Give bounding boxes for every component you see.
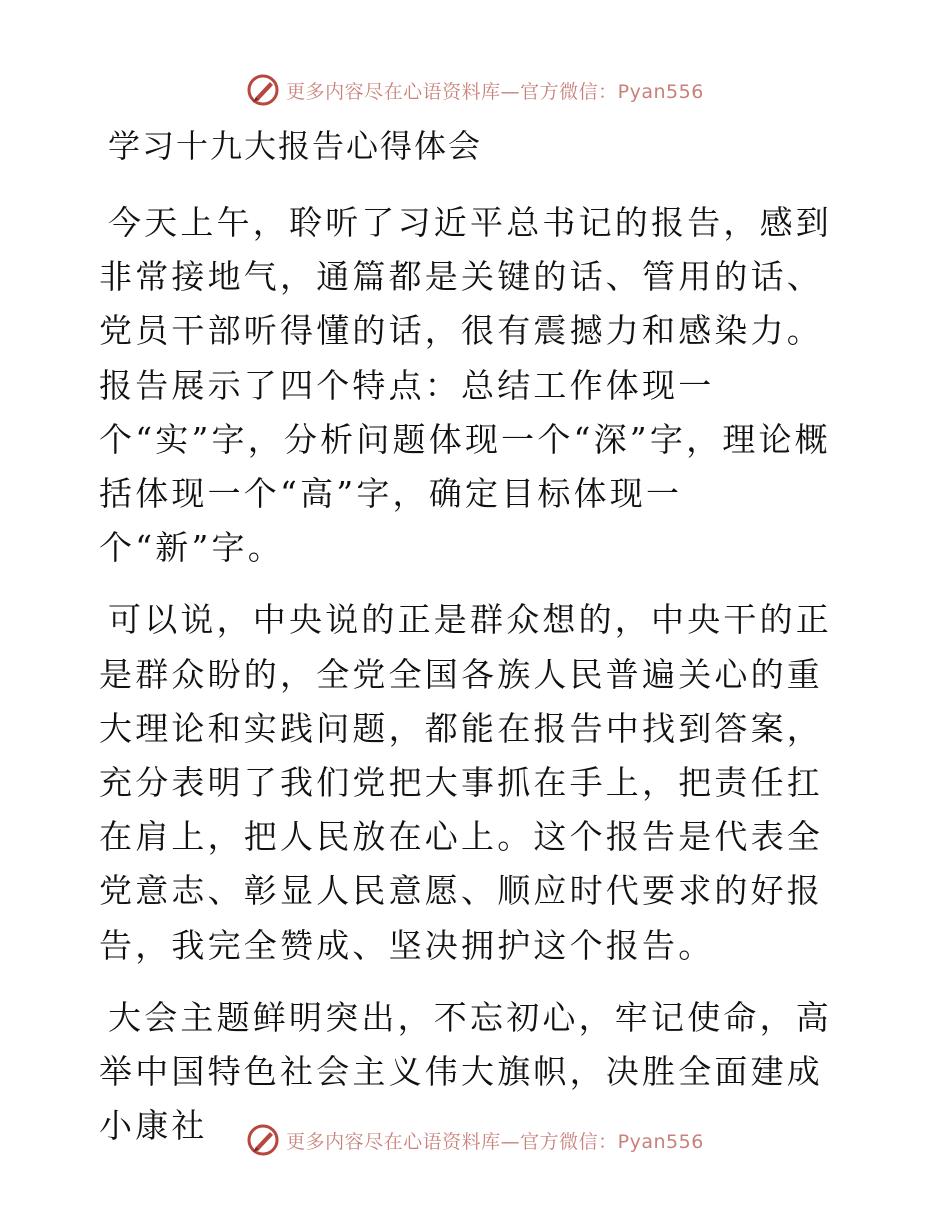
paragraph: 今天上午，聆听了习近平总书记的报告，感到非常接地气，通篇都是关键的话、管用的话、党员干部听得懂的话，很有震撼力和感染力。报告展示了四个特点：总结工作体现一个“实”字，分析问题体现一个“深”字，理论概括体现一个“高”字，确定目标体现一个“新”字。 bbox=[99, 203, 832, 568]
pen-seal-icon bbox=[246, 1123, 280, 1157]
footer-watermark bbox=[0, 1120, 950, 1160]
pen-seal-icon bbox=[246, 73, 280, 107]
paragraph: 可以说，中央说的正是群众想的，中央干的正是群众盼的，全党全国各族人民普遍关心的重大理论和实践问题，都能在报告中找到答案，充分表明了我们党把大事抓在手上，把责任扛在肩上，把人民放在心上。这个报告是代表全党意志、彰显人民意愿、顺应时代要求的好报告，我完全赞成、坚决拥护这个报告。 bbox=[99, 600, 832, 965]
watermark-text: 更多内容尽在心语资料库—官方微信：Pyan556 bbox=[286, 1130, 704, 1153]
watermark-text: 更多内容尽在心语资料库—官方微信：Pyan556 bbox=[286, 80, 704, 103]
document-body bbox=[99, 196, 859, 1171]
document-title: 学习十九大报告心得体会 bbox=[108, 127, 483, 165]
paragraph: 大会主题鲜明突出，不忘初心，牢记使命，高举中国特色社会主义伟大旗帜，决胜全面建成小康社 bbox=[99, 997, 832, 1146]
header-watermark bbox=[0, 70, 950, 110]
